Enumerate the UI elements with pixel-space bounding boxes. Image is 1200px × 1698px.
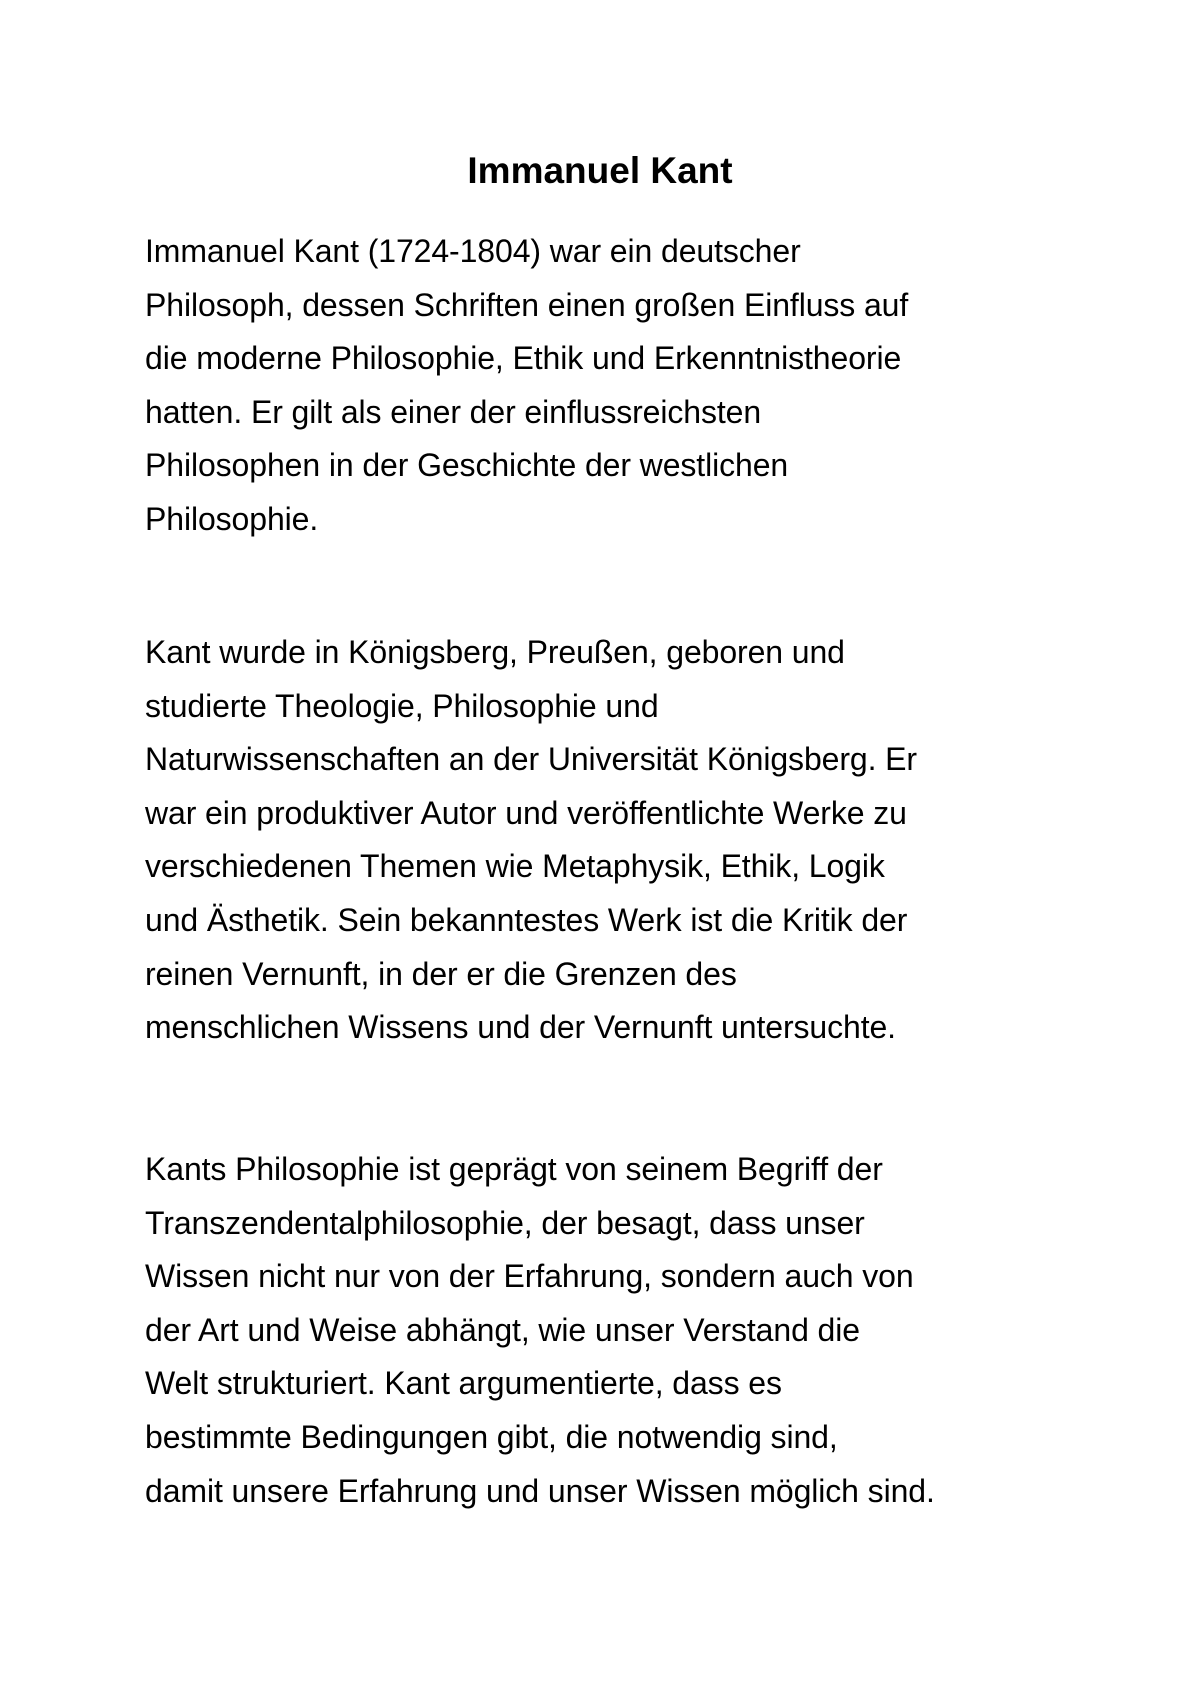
paragraph-line: Transzendentalphilosophie, der besagt, dass unser [145,1204,865,1241]
paragraph-line: bestimmte Bedingungen gibt, die notwendig sind, [145,1418,838,1455]
paragraph-line: damit unsere Erfahrung und unser Wissen möglich sind. [145,1472,935,1509]
page-title: Immanuel Kant [467,150,733,191]
paragraph-line: Wissen nicht nur von der Erfahrung, sondern auch von [145,1258,914,1295]
paragraph-line: Philosophie. [145,500,319,537]
paragraph-line: der Art und Weise abhängt, wie unser Verstand die [145,1311,860,1348]
paragraph-line: Welt strukturiert. Kant argumentierte, dass es [145,1365,782,1402]
paragraph-line: Kants Philosophie ist geprägt von seinem Begriff der [145,1151,883,1187]
paragraph-line: hatten. Er gilt als einer der einflussreichsten [145,393,762,430]
paragraph-line: war ein produktiver Autor und veröffentlichte Werke zu [145,794,907,831]
paragraph-line: menschlichen Wissens und der Vernunft untersuchte. [145,1009,896,1046]
paragraph-intro [145,225,1085,547]
paragraph-line: Kant wurde in Königsberg, Preußen, geboren und [145,634,845,670]
paragraph-philosophy [145,1143,1085,1518]
paragraph-line: studierte Theologie, Philosophie und [145,687,659,724]
paragraph-line: die moderne Philosophie, Ethik und Erkenntnistheorie [145,340,902,377]
paragraph-line: Philosophen in der Geschichte der westlichen [145,447,789,484]
paragraph-line: verschiedenen Themen wie Metaphysik, Ethik, Logik [145,848,885,885]
paragraph-line: und Ästhetik. Sein bekanntestes Werk ist die Kritik der [145,901,908,938]
paragraph-biography [145,626,1085,1055]
paragraph-line: Naturwissenschaften an der Universität Königsberg. Er [145,741,917,778]
paragraph-line: Immanuel Kant (1724-1804) war ein deutscher [145,233,801,269]
paragraph-line: reinen Vernunft, in der er die Grenzen des [145,955,737,992]
paragraph-line: Philosoph, dessen Schriften einen großen Einfluss auf [145,286,909,323]
